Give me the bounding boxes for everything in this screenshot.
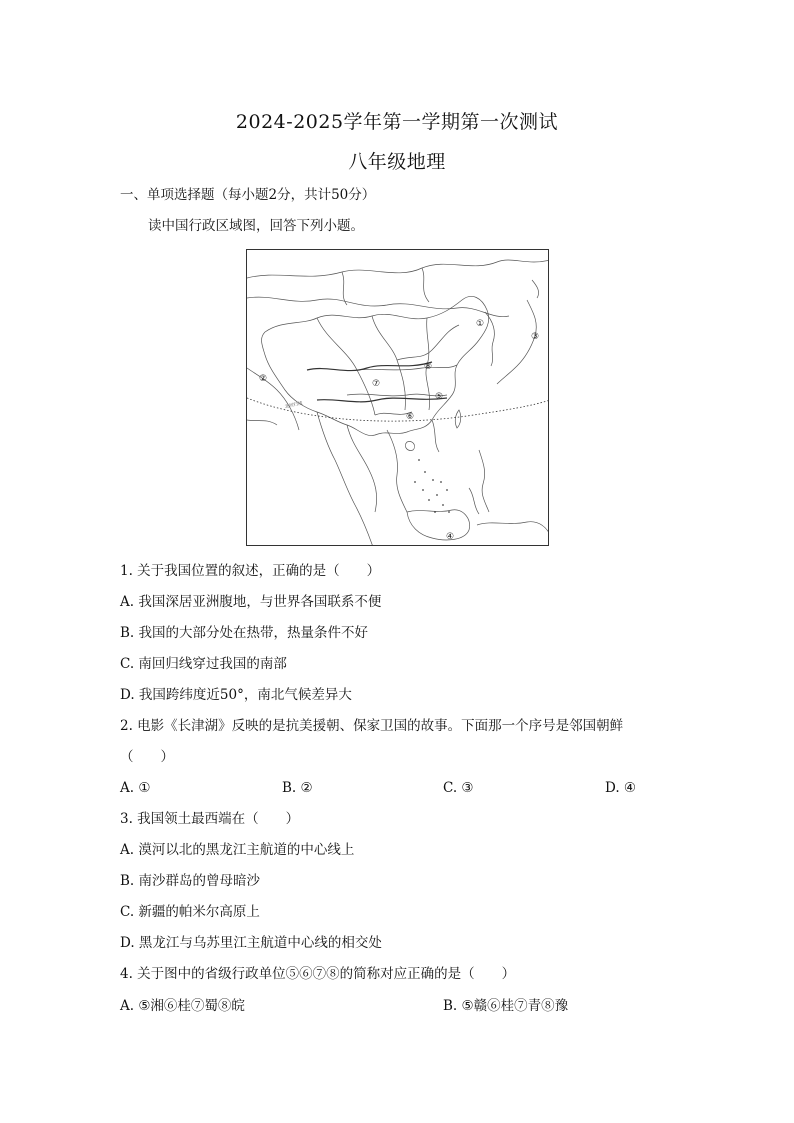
question-3-option-d[interactable]: D. 黑龙江与乌苏里江主航道中心线的相交处 <box>120 935 382 951</box>
question-2-option-a[interactable]: A. ① <box>120 780 151 796</box>
marker-8: ⑧ <box>424 362 433 372</box>
tropic-label: 北回归线 <box>284 401 304 410</box>
question-3-stem: 3. 我国领土最西端在（ ） <box>120 811 300 827</box>
exam-title: 2024-2025学年第一学期第一次测试 <box>235 111 559 133</box>
question-2-option-c[interactable]: C. ③ <box>443 780 474 796</box>
marker-1: ① <box>476 319 485 329</box>
question-1-option-b[interactable]: B. 我国的大部分处在热带，热量条件不好 <box>120 625 369 641</box>
question-1-option-a[interactable]: A. 我国深居亚洲腹地，与世界各国联系不便 <box>120 594 382 610</box>
question-2-option-b[interactable]: B. ② <box>282 780 313 796</box>
question-3-option-c[interactable]: C. 新疆的帕米尔高原上 <box>120 904 260 920</box>
marker-3: ③ <box>531 332 540 342</box>
map-drawing <box>247 250 549 546</box>
question-1-option-d[interactable]: D. 我国跨纬度近50°，南北气候差异大 <box>120 687 352 703</box>
section-heading: 一、单项选择题（每小题2分，共计50分） <box>120 187 376 203</box>
section-intro: 读中国行政区域图，回答下列小题。 <box>148 218 364 234</box>
marker-2: ② <box>259 374 268 384</box>
question-3-option-a[interactable]: A. 漠河以北的黑龙江主航道的中心线上 <box>120 842 355 858</box>
china-administrative-map <box>246 249 549 546</box>
question-2-stem-cont: （ ） <box>120 749 174 765</box>
question-3-option-b[interactable]: B. 南沙群岛的曾母暗沙 <box>120 873 261 889</box>
exam-subtitle: 八年级地理 <box>348 151 446 173</box>
question-4-option-a[interactable]: A. ⑤湘⑥桂⑦蜀⑧皖 <box>120 998 245 1014</box>
question-2-stem: 2. 电影《长津湖》反映的是抗美援朝、保家卫国的故事。下面那一个序号是邻国朝鲜 <box>120 718 624 734</box>
marker-4: ④ <box>446 532 455 542</box>
question-4-stem: 4. 关于图中的省级行政单位⑤⑥⑦⑧的简称对应正确的是（ ） <box>120 966 516 982</box>
question-1-option-c[interactable]: C. 南回归线穿过我国的南部 <box>120 656 287 672</box>
tropic-of-cancer-line <box>247 398 549 421</box>
question-2-option-d[interactable]: D. ④ <box>605 780 637 796</box>
question-4-option-b[interactable]: B. ⑤赣⑥桂⑦青⑧豫 <box>443 998 569 1014</box>
marker-7: ⑦ <box>372 379 381 389</box>
marker-5: ⑤ <box>435 392 444 402</box>
marker-6: ⑥ <box>406 412 415 422</box>
map-markers <box>259 319 539 542</box>
question-1-stem: 1. 关于我国位置的叙述，正确的是（ ） <box>120 563 381 579</box>
